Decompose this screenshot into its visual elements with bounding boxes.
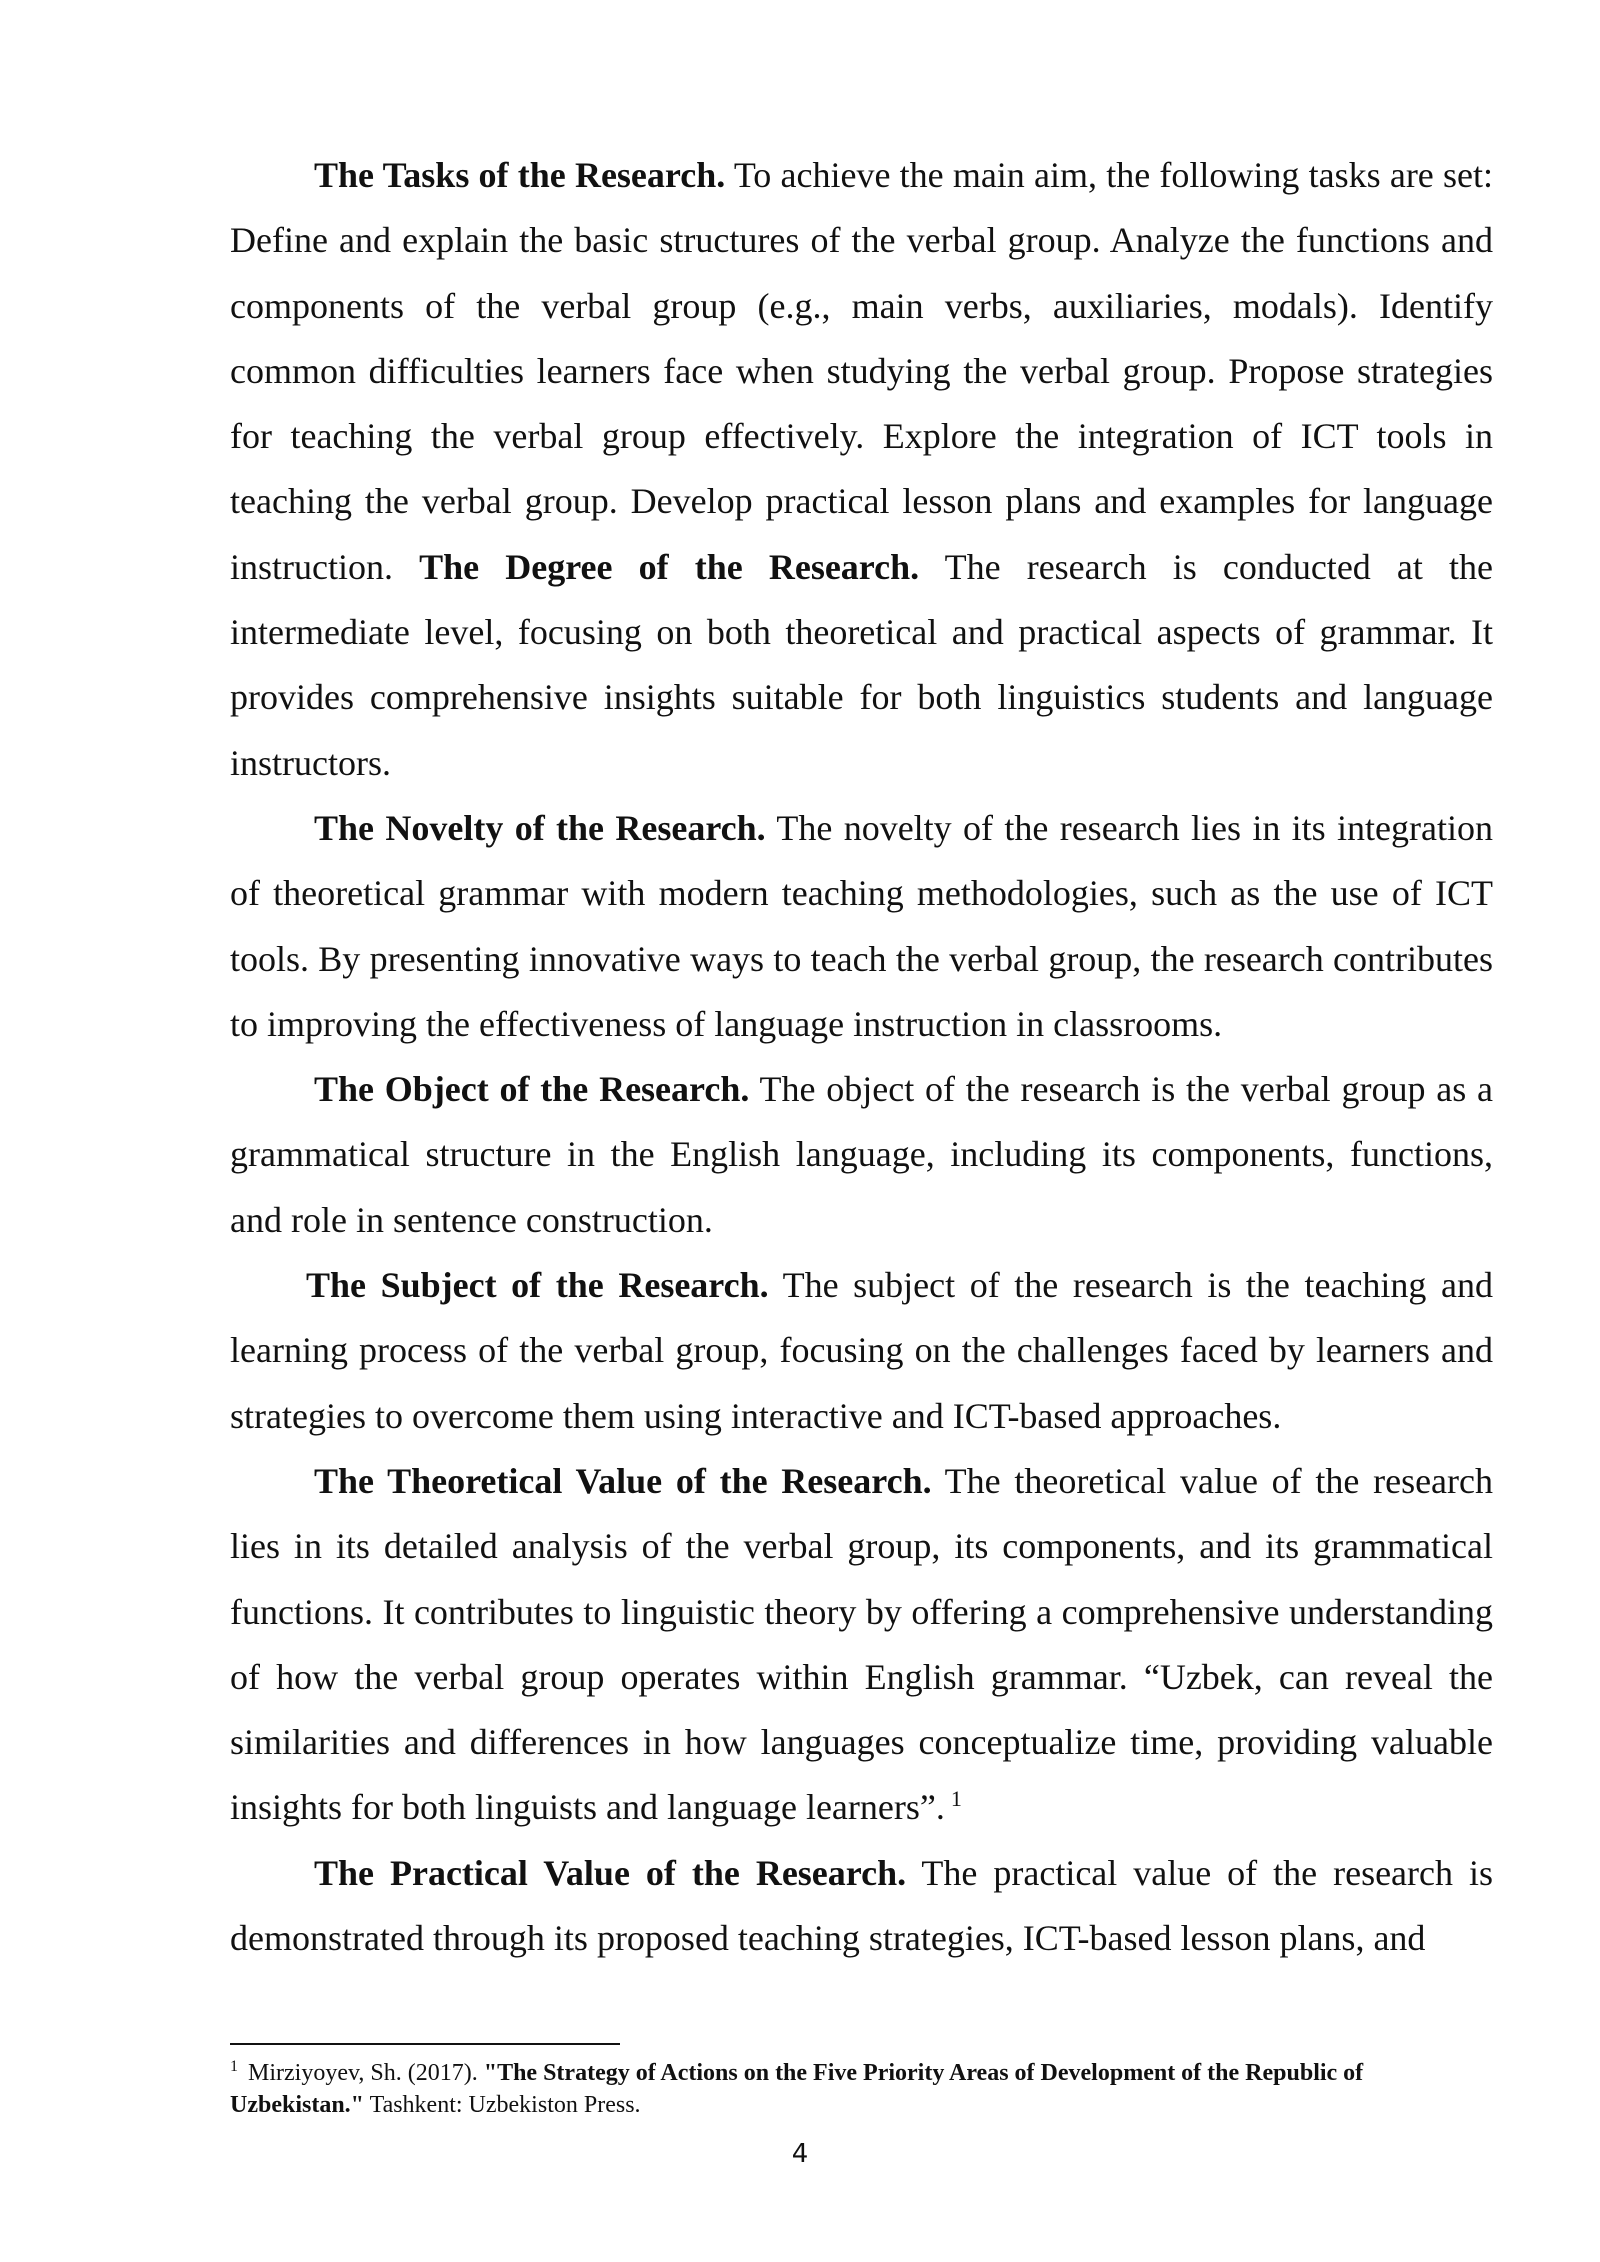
footnote-separator [230, 2043, 620, 2045]
heading-practical-value: The Practical Value of the Research. [314, 1852, 907, 1893]
paragraph-theoretical-value [230, 1449, 1493, 1841]
footnote [230, 2057, 1493, 2121]
page-number: 4 [791, 2139, 809, 2169]
paragraph-practical-value [230, 1841, 1493, 1972]
paragraph-object [230, 1057, 1493, 1253]
text-practical-value: The practical value of the research is demonstrated through its proposed teaching strategies, ICT-based lesson plans, and [230, 1852, 1493, 1959]
document-body [230, 143, 1493, 1971]
paragraph-tasks [230, 143, 1493, 796]
text-object: The object of the research is the verbal group as a grammatical structure in the English language, including its components, functions, and role in sentence construction. [230, 1069, 1493, 1240]
heading-degree: The Degree of the Research. [419, 546, 920, 587]
heading-tasks: The Tasks of the Research. [314, 155, 726, 195]
heading-object: The Object of the Research. [314, 1069, 750, 1110]
text-theoretical-value: The theoretical value of the research lies in its detailed analysis of the verbal group, its components, and its grammatical functions. It contributes to linguistic theory by offering a comprehensive understanding of how the verbal group operates within English grammar. “Uzbek, can reveal the similarities and differences in how languages conceptualize time, providing valuable insights for both linguists and language learners”. [230, 1460, 1493, 1828]
heading-novelty: The Novelty of the Research. [314, 807, 766, 848]
text-degree: The research is conducted at the intermediate level, focusing on both theoretical and practical aspects of grammar. It provides comprehensive insights suitable for both linguistics students and language instructors. [230, 546, 1493, 783]
footnote-publisher: Tashkent: Uzbekiston Press. [364, 2092, 641, 2118]
paragraph-novelty [230, 796, 1493, 1057]
text-tasks: To achieve the main aim, the following tasks are set: Define and explain the basic structures of the verbal group. Analyze the functions and components of the verbal group (e.g., main verbs, auxiliaries, modals). Identify common difficulties learners face when studying the verbal group. Propose strategies for teaching the verbal group effectively. Explore the integration of ICT tools in teaching the verbal group. Develop practical lesson plans and examples for language instruction. [230, 155, 1493, 587]
text-subject: The subject of the research is the teaching and learning process of the verbal group, focusing on the challenges faced by learners and strategies to overcome them using interactive and ICT-based approaches. [230, 1265, 1493, 1436]
heading-subject: The Subject of the Research. [306, 1265, 769, 1306]
paragraph-subject [230, 1253, 1493, 1449]
footnote-title: "The Strategy of Actions on the Five Priority Areas of Development of the Republic of Uzbekistan." [230, 2060, 1364, 2118]
heading-theoretical-value: The Theoretical Value of the Research. [314, 1460, 932, 1501]
footnote-number: 1 [230, 2058, 238, 2075]
text-novelty: The novelty of the research lies in its integration of theoretical grammar with modern teaching methodologies, such as the use of ICT tools. By presenting innovative ways to teach the verbal group, the research contributes to improving the effectiveness of language instruction in classrooms. [230, 807, 1493, 1044]
footnote-author: Mirziyoyev, Sh. (2017). [242, 2060, 484, 2086]
footnote-reference[interactable]: 1 [950, 1786, 962, 1812]
